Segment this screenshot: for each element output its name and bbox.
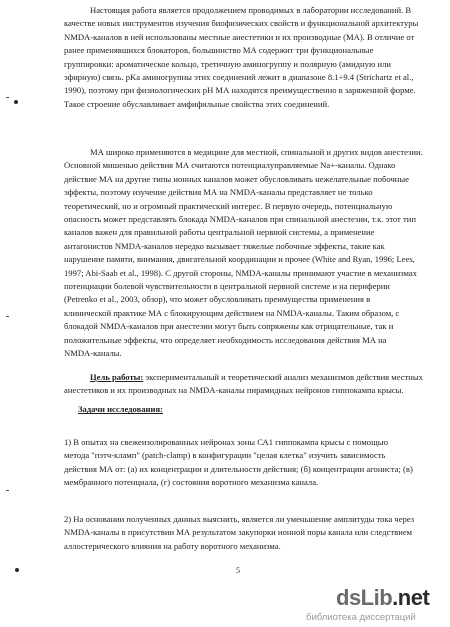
page-number: 5 xyxy=(236,566,240,575)
text-line: Настоящая работа является продолжением проводимых в лаборатории исследований. В xyxy=(90,5,412,15)
text-line: метода "пэтч-кламп" (patch-clamp) в конфигурации "целая клетка" изучить зависимость xyxy=(64,450,386,461)
text-line: 2) На основании полученных данных выяснить, является ли уменьшение амплитуды тока через xyxy=(64,514,415,524)
margin-tick xyxy=(6,97,9,98)
tasks-heading: Задачи исследования: xyxy=(78,404,163,414)
margin-tick xyxy=(6,316,9,317)
text-line: эффекты, поэтому изучение действия МА на NMDA-каналы представляет не только xyxy=(64,187,373,198)
paragraph-applications xyxy=(64,146,426,361)
text-line: клинической практике МА с блокирующим действием на NMDA-каналы. Таким образом, с xyxy=(64,307,400,318)
text-line: потенциации болевой чувствительности в центральной нервной системе и на периферии xyxy=(64,281,390,292)
text-line: антагонистов NMDA-каналов нередко вызывает тяжелые побочные эффекты, такие как xyxy=(64,240,385,251)
text-line: каналов важен для правильной работы центральной нервной системы, а применение xyxy=(64,227,375,238)
margin-tick xyxy=(6,490,9,491)
watermark xyxy=(306,585,446,623)
text-line: опасность может представлять блокада NMDA-каналов при спинальной анестезии, т.к. этот тип xyxy=(64,214,416,225)
paragraph-intro xyxy=(64,4,426,111)
text-line: ранее применявшихся блокаторов, большинство МА содержит три функциональные xyxy=(64,45,374,56)
text-line: 1997; Abi-Saab et al., 1998). С другой стороны, NMDA-каналы принимают участие в механизмах xyxy=(64,267,417,278)
margin-mark xyxy=(14,100,18,104)
text-line: действия МА от: (а) их концентрации и длительности действия; (б) концентрации агониста; (в) xyxy=(64,463,413,474)
text-line xyxy=(64,371,426,384)
text-line: 1) В опытах на свежеизолированных нейронах зоны СА1 гиппокампа крысы с помощью xyxy=(64,437,389,447)
watermark-logo-tld: .net xyxy=(392,585,430,610)
watermark-logo-main: dsLib xyxy=(336,585,393,610)
text-line: положительные эффекты, что определяет необходимость исследования действия МА на xyxy=(64,334,387,345)
text-line: мембранного потенциала, (г) состояния воротного механизма канала. xyxy=(64,477,319,488)
text-line: Основной мишенью действия МА считаются потенциалуправляемые Na+-каналы. Однако xyxy=(64,160,396,171)
goal-text: экспериментальный и теоретический анализ механизмов действия местных xyxy=(143,372,423,382)
text-line: блокадой NMDA-каналов при анестезии могут быть сопряжены как отрицательные, так и xyxy=(64,321,394,332)
text-line: качестве новых инструментов изучения биофизических свойств и функциональной архитектуры xyxy=(64,18,419,29)
watermark-logo xyxy=(336,585,429,611)
text-line: NMDA-каналы. xyxy=(64,348,122,359)
text-line: действие МА на другие типы ионных каналов может обусловливать нежелательные побочные xyxy=(64,173,409,184)
text-line: теоретический, но и огромный практический интерес. В первую очередь, потенциальную xyxy=(64,200,393,211)
watermark-tagline: библиотека диссертаций xyxy=(306,612,416,623)
text-line: NMDA-каналов в ней использованы местные анестетики и их производные (МА). В отличие от xyxy=(64,31,415,42)
text-line: (Petrenko et al., 2003, обзор), что может обусловливать преимущества применения в xyxy=(64,294,371,305)
text-line: аллостерического влияния на работу воротного механизма. xyxy=(64,540,281,551)
text-line: NMDA-каналы в присутствии МА результатом закупорки ионной поры канала или следствием xyxy=(64,527,413,538)
text-line: МА широко применяются в медицине для местной, спинальной и других видов анестезии. xyxy=(90,147,423,157)
text-line: 1990), поэтому при физиологических pH МА находятся преимущественно в заряженной форме. xyxy=(64,85,416,96)
task-2 xyxy=(64,513,426,553)
text-line: Такое строение обуславливает амфифильные свойства этих соединений. xyxy=(64,98,330,109)
margin-mark xyxy=(15,568,19,572)
text-line: анестетиков и их производных на NMDA-каналы пирамидных нейронов гиппокампа крысы. xyxy=(64,385,404,396)
text-line: эфирную) связь. pKa аминогрупны этих соединений лежит в диапазоне 8.1÷9.4 (Strichartz et al., xyxy=(64,72,414,83)
goal-label: Цель работы: xyxy=(90,372,144,382)
goal-section xyxy=(64,371,426,398)
text-line: нарушение памяти, внимания, двигательной координации и прочее (White and Ryan, 1996; Lees, xyxy=(64,254,415,265)
task-1 xyxy=(64,436,426,490)
text-line: группировки: ароматическое кольцо, третичную аминогруппу и полярную (амидную или xyxy=(64,58,392,69)
tasks-heading-block xyxy=(64,403,426,416)
